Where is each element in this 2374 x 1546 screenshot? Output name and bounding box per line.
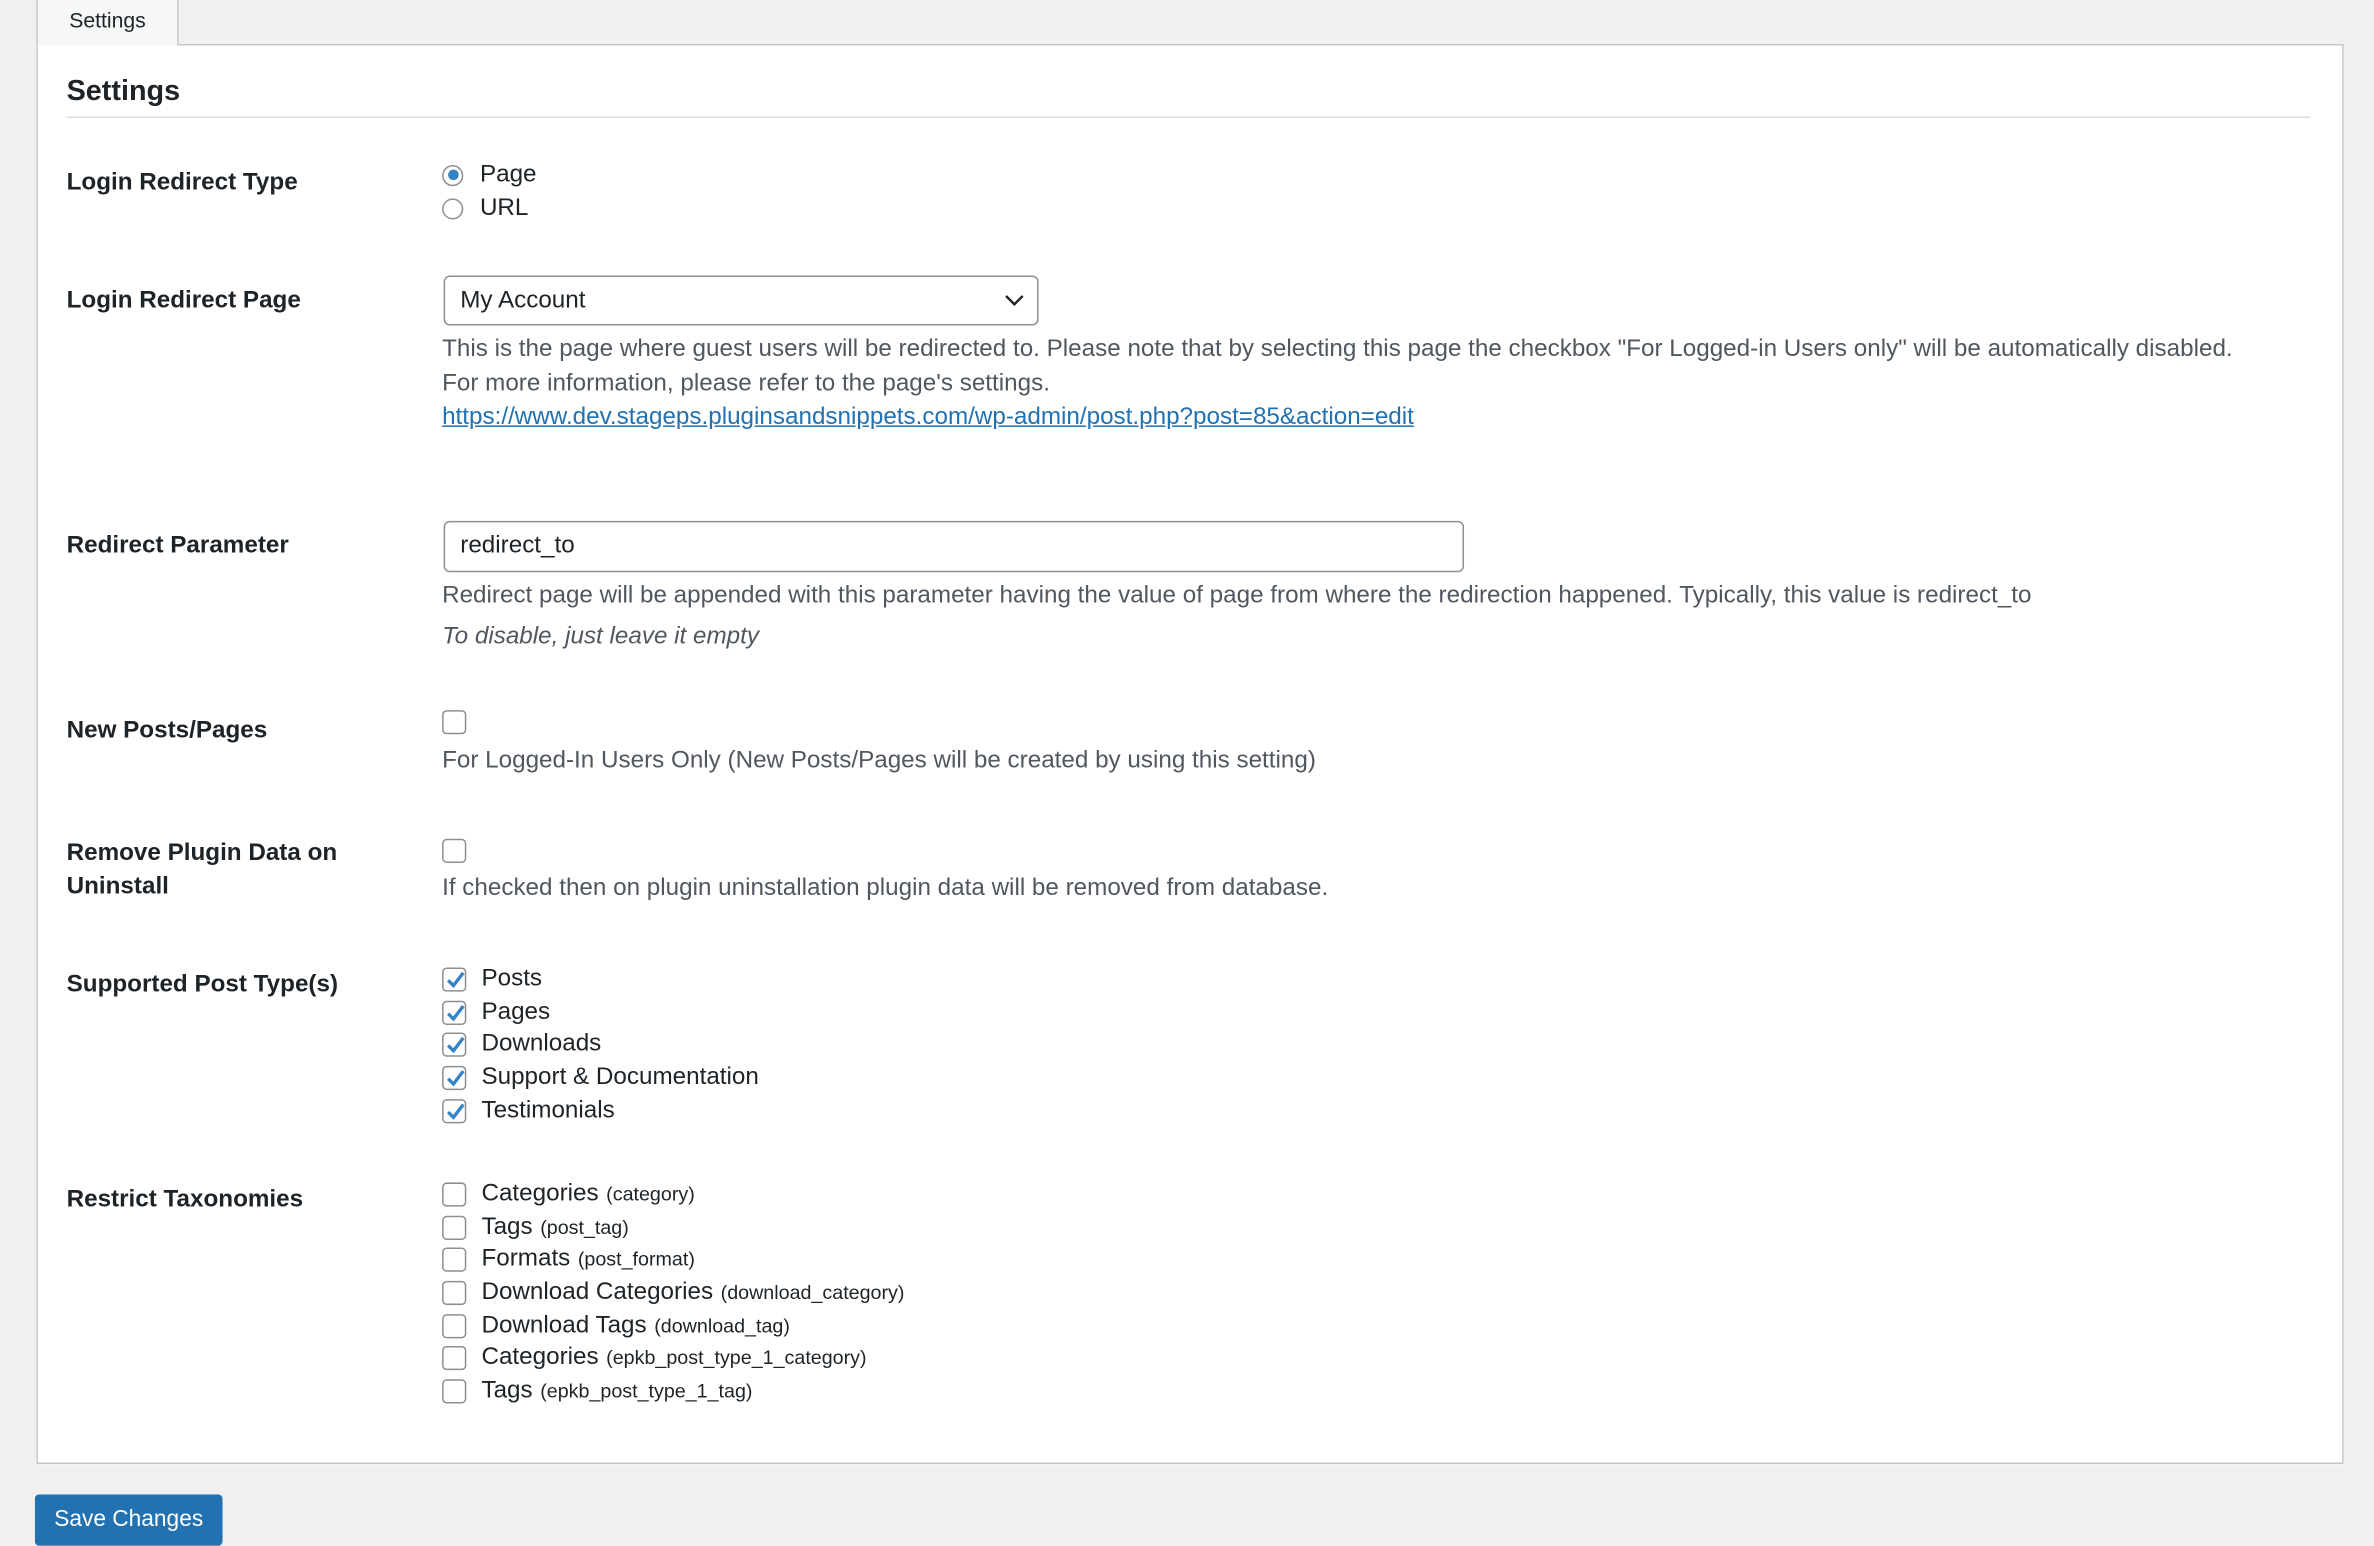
- section-title: Settings: [66, 75, 181, 108]
- page-settings-link[interactable]: https://www.dev.stageps.pluginsandsnippets.com/wp-admin/post.php?post=85&action=edit: [442, 404, 1414, 430]
- taxonomy-slug: (post_format): [577, 1247, 695, 1271]
- remove-plugin-data-description: If checked then on plugin uninstallation plugin data will be removed from database.: [442, 875, 1329, 901]
- taxonomy-item[interactable]: [442, 1178, 904, 1211]
- taxonomy-item[interactable]: [442, 1276, 904, 1309]
- taxonomy-label: Download Categories: [481, 1279, 714, 1305]
- taxonomy-label: Categories: [481, 1180, 599, 1207]
- login-redirect-page-desc-1: This is the page where guest users will be redirected to. Please note that by selecting this page the checkbox "For Logged-in Users only" will be automatically disabled.: [442, 336, 2233, 362]
- redirect-parameter-input[interactable]: [444, 521, 1464, 572]
- save-changes-button[interactable]: Save Changes: [35, 1494, 223, 1545]
- taxonomy-checkbox[interactable]: [442, 1248, 466, 1272]
- taxonomy-label: Download Tags: [481, 1312, 647, 1338]
- post-type-label: Testimonials: [481, 1097, 615, 1123]
- redirect-parameter-description: Redirect page will be appended with this parameter having the value of page from where the redirection happened. Typically, this value is redirect_to: [442, 582, 2032, 609]
- restrict-taxonomies-list: [442, 1178, 904, 1408]
- taxonomy-checkbox[interactable]: [442, 1215, 466, 1239]
- taxonomy-label: Tags: [481, 1377, 533, 1404]
- checkbox-testimonials[interactable]: [442, 1099, 466, 1123]
- restrict-taxonomies-label: Restrict Taxonomies: [66, 1186, 304, 1213]
- post-type-downloads[interactable]: [442, 1029, 759, 1062]
- new-posts-pages-checkbox[interactable]: [442, 710, 466, 734]
- post-type-label: Posts: [481, 965, 543, 992]
- section-divider: [67, 117, 2311, 119]
- post-type-posts[interactable]: [442, 963, 759, 996]
- login-redirect-type-label: Login Redirect Type: [66, 169, 298, 196]
- taxonomy-checkbox[interactable]: [442, 1182, 466, 1206]
- new-posts-pages-description: For Logged-In Users Only (New Posts/Pages will be created by using this setting): [442, 747, 1316, 774]
- tab-settings[interactable]: Settings: [36, 0, 178, 45]
- redirect-parameter-hint: To disable, just leave it empty: [442, 623, 759, 650]
- new-posts-pages-label: New Posts/Pages: [66, 717, 268, 744]
- post-type-label: Downloads: [481, 1031, 602, 1058]
- checkbox-pages[interactable]: [442, 1000, 466, 1024]
- login-redirect-type-group: [442, 159, 536, 225]
- chevron-down-icon: [1004, 284, 1025, 317]
- taxonomy-item[interactable]: [442, 1309, 904, 1342]
- taxonomy-checkbox[interactable]: [442, 1314, 466, 1338]
- taxonomy-slug: (epkb_post_type_1_tag): [540, 1379, 753, 1402]
- remove-plugin-data-checkbox[interactable]: [442, 839, 466, 863]
- taxonomy-item[interactable]: [442, 1342, 904, 1375]
- login-redirect-page-label: Login Redirect Page: [66, 287, 301, 314]
- radio-page[interactable]: [442, 165, 463, 186]
- checkbox-support-documentation[interactable]: [442, 1066, 466, 1090]
- post-type-support-documentation[interactable]: [442, 1061, 759, 1094]
- radio-option-url[interactable]: [442, 192, 536, 225]
- taxonomy-slug: (category): [606, 1182, 695, 1205]
- taxonomy-slug: (epkb_post_type_1_category): [606, 1346, 867, 1370]
- radio-url-label: URL: [479, 194, 529, 221]
- remove-plugin-data-label: Remove Plugin Data on Uninstall: [66, 840, 338, 900]
- taxonomy-item[interactable]: [442, 1244, 904, 1277]
- redirect-parameter-label: Redirect Parameter: [66, 532, 289, 559]
- taxonomy-item[interactable]: [442, 1211, 904, 1244]
- redirect-parameter-control: [444, 521, 1464, 572]
- post-type-testimonials[interactable]: [442, 1094, 759, 1127]
- taxonomy-slug: (download_tag): [654, 1313, 790, 1337]
- radio-page-label: Page: [479, 161, 537, 188]
- taxonomy-label: Categories: [481, 1344, 599, 1371]
- supported-post-types-list: [442, 963, 759, 1127]
- login-redirect-page-control: [444, 276, 1039, 326]
- new-posts-pages-control: [442, 710, 481, 734]
- radio-option-page[interactable]: [442, 159, 536, 192]
- post-type-pages[interactable]: [442, 996, 759, 1029]
- taxonomy-item[interactable]: [442, 1375, 904, 1408]
- post-type-label: Pages: [481, 998, 551, 1025]
- select-value: My Account: [460, 286, 586, 313]
- radio-url[interactable]: [442, 198, 463, 219]
- taxonomy-slug: (post_tag): [540, 1215, 629, 1238]
- login-redirect-page-desc-2: For more information, please refer to the page's settings.: [442, 370, 1050, 396]
- login-redirect-page-select[interactable]: [444, 276, 1039, 326]
- login-redirect-page-description: [442, 333, 2259, 435]
- taxonomy-label: Tags: [481, 1213, 533, 1240]
- remove-plugin-data-control: [442, 839, 481, 863]
- checkbox-posts[interactable]: [442, 967, 466, 991]
- taxonomy-checkbox[interactable]: [442, 1346, 466, 1370]
- taxonomy-checkbox[interactable]: [442, 1281, 466, 1305]
- post-type-label: Support & Documentation: [481, 1064, 759, 1090]
- taxonomy-checkbox[interactable]: [442, 1379, 466, 1403]
- taxonomy-slug: (download_category): [720, 1280, 905, 1304]
- supported-post-types-label: Supported Post Type(s): [66, 971, 339, 998]
- taxonomy-label: Formats: [481, 1246, 571, 1273]
- checkbox-downloads[interactable]: [442, 1033, 466, 1057]
